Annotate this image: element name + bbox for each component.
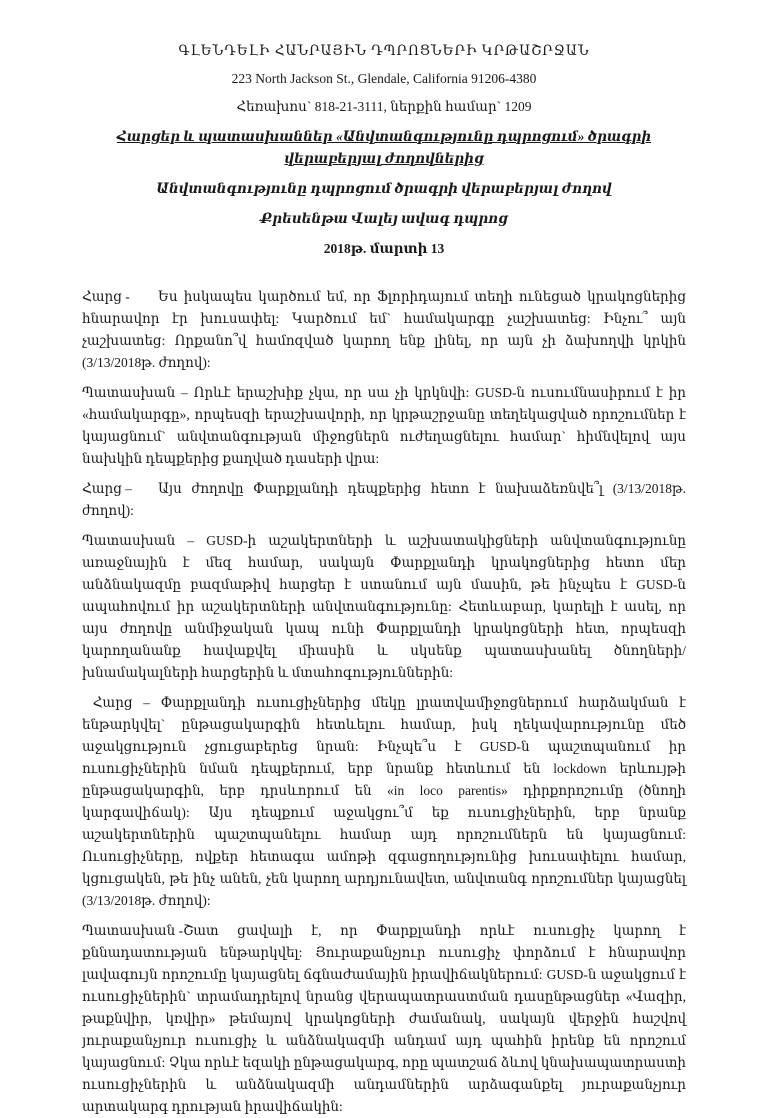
question-text: Փարքլանդի ուսուցիչներից մեկը լրատվամիջոցներում հարձակման է ենթարկվել` ընթացակարգին հետևելու համար, իսկ ղեկավարությունը մեծ աջակցություն չցուցաբերեց նրան: Ինչպե՞ս է GUSD-ն պաշտպանում իր ուսուցիչներին նման դեպքերում, երբ նրանք հետևում են lockdown երևույթի ընթացակարգին, երբ դրսևորում են «in loco parentis» դիրքորոշումը (ծնողի կարգավիճակ): Այս դեպքում աջակցու՞մ եք ուսուցիչներին, երբ նրանք աշակերտներին պաշտպանելու համար այդ որոշումներն են կայացնում: Ուսուցիչները, ովքեր հետագա ամոթի զգացողությունից խուսափելու համար, կցուցակեն, թե ինչ անեն, չեն կարող արդյունավետ, անվտանգ որոշումներ կայացնել (3/13/2018թ. ժողով):	[82, 695, 687, 908]
answer-paragraph	[82, 920, 686, 1118]
meeting-date: 2018թ. մարտի 13	[323, 241, 445, 256]
document-title: Հարցեր և պատասխաններ «Անվտանգությունը դպրոցում» ծրագրի վերաբերյալ ժողովներից	[116, 129, 652, 166]
answer-paragraph	[82, 382, 686, 470]
question-label: Հարց –	[92, 695, 150, 710]
question-text: Այս ժողովը Փարքլանդի դեպքերից հետո է նախաձեռնվե՞լ (3/13/2018թ. ժողով):	[82, 481, 686, 518]
organization-name: ԳԼԵՆԴԵԼԻ ՀԱՆՐԱՅԻՆ ԴՊՐՈՑՆԵՐԻ ԿՐԹԱՇՐՋԱՆ	[178, 43, 590, 58]
question-text: Ես իսկապես կարծում եմ, որ Ֆլորիդայում տեղի ունեցած կրակոցներից հնարավոր էր խուսափել: Կարծում եմ` համակարգը չաշխատեց: Ինչու՞ այն չաշխատեց: Որքանո՞վ համոզված կարող ենք լինել, որ այն չի ձախողվի կրկին (3/13/2018թ. ժողով):	[82, 289, 686, 370]
school-name: Քրեսենթա Վալեյ ավագ դպրոց	[260, 211, 508, 226]
answer-text: GUSD-ի աշակերտների և աշխատակիցների անվտանգությունը առաջնային է մեզ համար, սակայն Փարքլանդի կրակոցներից հետո մեր անձնակազմը բազմաթիվ հարցեր է ստանում այն մասին, թե ինչպես է GUSD-ն ապահովում իր աշակերտների անվտանգությունը: Հետևաբար, կարելի է ասել, որ այս ժողովը անմիջական կապ ունի Փարքլանդի կրակոցների հետ, որպեսզի կարողանանք հավաքվել միասին և սկսենք պատասխանել ծնողների/խնամակալների հարցերին և մտահոգություններին:	[82, 533, 686, 680]
document-subtitle: Անվտանգությունը դպրոցում ծրագրի վերաբերյալ ժողով	[156, 181, 612, 196]
question-paragraph	[82, 286, 686, 374]
address-line: 223 North Jackson St., Glendale, California 91206-4380	[231, 71, 537, 86]
answer-label: Պատասխան -	[82, 923, 184, 938]
answer-label: Պատասխան –	[82, 533, 195, 548]
question-paragraph	[82, 478, 686, 522]
question-label: Հարց -	[82, 289, 130, 304]
answer-paragraph	[82, 530, 686, 684]
answer-text: Որևէ երաշխիք չկա, որ սա չի կրկնվի: GUSD-ն ուսումնասիրում է իր «համակարգը», որպեսզի երաշխավորի, որ կրթաշրջանը տեղեկացված որոշումներ է կայացնում` անվտանգության միջոցներն ուժեղացնելու համար` հիմնվելով այս նախկին դեպքերից քաղված դասերի վրա:	[82, 385, 686, 466]
answer-text: Շատ ցավալի է, որ Փարքլանդի որևէ ուսուցիչ կարող է քննադատության ենթարկվել: Յուրաքանչյուր ուսուցիչ փորձում է հնարավոր լավագույն որոշումը կայացնել ճգնաժամային իրավիճակներում: GUSD-ն աջակցում է ուսուցիչներին` տրամադրելով նրանց վերապատրաստման դասընթացներ «Վազիր, թաքնվիր, կռվիր» թեմայով կրակոցների ժամանակ, սակայն վերջին հաշվով յուրաքանչյուր ուսուցիչ և անձնակազմի անդամ այդ պահին իրենք են որոշում կայացնում: Չկա որևէ եզակի ընթացակարգ, որը պատշաճ ձևով կնախապատրաստի ուսուցիչներին և անձնակազմի անդամներին արձագանքել յուրաքանչյուր արտակարգ դրության իրավիճակին:	[82, 923, 686, 1114]
question-label: Հարց –	[82, 481, 133, 496]
question-paragraph	[82, 692, 686, 912]
phone-line: Հեռախոս` 818-21-3111, ներքին համար` 1209	[236, 99, 532, 114]
answer-label: Պատասխան –	[82, 385, 188, 400]
